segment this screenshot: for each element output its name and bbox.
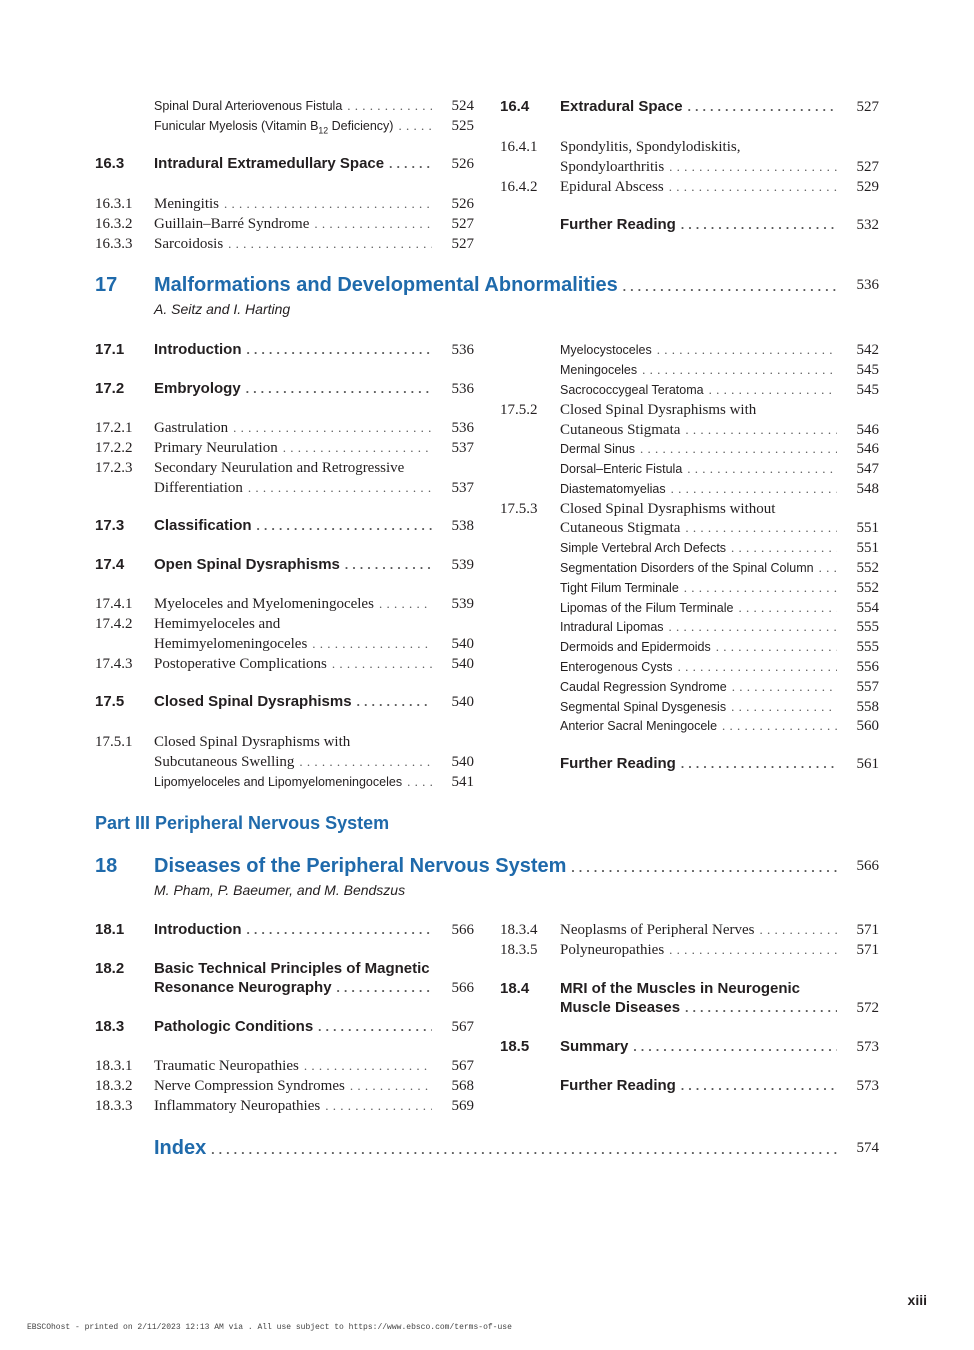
toc-entry-17-2-1[interactable] xyxy=(95,418,474,438)
section-number: 17.1 xyxy=(95,341,125,358)
entry-page: 572 xyxy=(856,1000,879,1016)
section-title: Classification xyxy=(154,517,252,534)
entry-title-line2: Hemimyelomeningoceles xyxy=(154,636,308,652)
entry-title-line2: Cutaneous Stigmata xyxy=(560,422,681,438)
section-number: 16.3.3 xyxy=(95,236,133,252)
leader-dots xyxy=(716,637,837,657)
section-number: 18.3.2 xyxy=(95,1078,133,1094)
leader-dots xyxy=(642,360,837,380)
entry-title: Intradural Lipomas xyxy=(560,620,664,634)
section-number: 17.5 xyxy=(95,693,125,710)
entry-title: Traumatic Neuropathies xyxy=(154,1058,299,1074)
entry-title-line1: Closed Spinal Dysraphisms with xyxy=(154,734,351,750)
entry-page: 557 xyxy=(856,679,879,695)
toc-entry-17-2-2[interactable] xyxy=(95,438,474,458)
entry-title: Spinal Dural Arteriovenous Fistula xyxy=(154,99,343,113)
entry-title: Nerve Compression Syndromes xyxy=(154,1078,345,1094)
entry-page: 566 xyxy=(856,858,879,874)
section-title: Embryology xyxy=(154,380,241,397)
section-title: Extradural Space xyxy=(560,98,683,115)
section-number: 18.3 xyxy=(95,1018,125,1035)
toc-entry[interactable] xyxy=(95,116,474,136)
leader-dots xyxy=(678,657,837,677)
leader-dots xyxy=(732,677,837,697)
entry-page: 551 xyxy=(856,520,879,536)
entry-title-line2: Cutaneous Stigmata xyxy=(560,520,681,536)
entry-page: 542 xyxy=(856,342,879,358)
leader-dots xyxy=(633,1037,837,1057)
entry-title: Neoplasms of Peripheral Nerves xyxy=(560,922,755,938)
entry-page: 524 xyxy=(451,98,474,114)
entry-page: 527 xyxy=(856,99,879,115)
entry-page: 560 xyxy=(856,718,879,734)
entry-page: 525 xyxy=(451,118,474,134)
entry-title: Epidural Abscess xyxy=(560,179,664,195)
section-number: 16.3 xyxy=(95,155,125,172)
toc-section-17-5[interactable] xyxy=(95,692,474,712)
leader-dots xyxy=(685,998,837,1018)
toc-entry-18-3-5[interactable] xyxy=(500,940,879,960)
entry-page: 571 xyxy=(856,942,879,958)
leader-dots xyxy=(681,754,837,774)
entry-title: Segmentation Disorders of the Spinal Column xyxy=(560,561,814,575)
toc-entry-18-3-1[interactable] xyxy=(95,1056,474,1076)
section-number: 17.2.2 xyxy=(95,440,133,456)
toc-section-18-5[interactable] xyxy=(500,1037,879,1057)
entry-page: 574 xyxy=(856,1140,879,1156)
entry-page: 556 xyxy=(856,659,879,675)
entry-title: Diastematomyelias xyxy=(560,482,666,496)
leader-dots xyxy=(347,96,432,116)
entry-title-line2: Subcutaneous Swelling xyxy=(154,754,295,770)
toc-entry[interactable] xyxy=(500,459,879,479)
toc-entry-16-3-3[interactable] xyxy=(95,234,474,254)
leader-dots xyxy=(685,518,837,538)
toc-entry[interactable] xyxy=(500,340,879,360)
leader-dots xyxy=(722,716,837,736)
entry-page: 526 xyxy=(451,196,474,212)
toc-entry[interactable] xyxy=(500,578,879,598)
chapter-authors: M. Pham, P. Baeumer, and M. Bendszus xyxy=(154,882,406,898)
section-number: 17.5.1 xyxy=(95,734,133,750)
footer-notice: EBSCOhost - printed on 2/11/2023 12:13 AM via . All use subject to https://www.ebsco.com/terms-of-use xyxy=(27,1323,512,1332)
leader-dots xyxy=(671,479,837,499)
entry-title: Tight Filum Terminale xyxy=(560,581,679,595)
section-number: 17.4 xyxy=(95,556,125,573)
toc-chapter-17[interactable] xyxy=(95,272,879,298)
section-number: 17.3 xyxy=(95,517,125,534)
section-number: 18.5 xyxy=(500,1038,530,1055)
section-title-line2: Muscle Diseases xyxy=(560,999,681,1016)
entry-title: Postoperative Complications xyxy=(154,656,327,672)
entry-page: 552 xyxy=(856,580,879,596)
leader-dots xyxy=(257,516,432,536)
leader-dots xyxy=(684,578,837,598)
entry-page: 552 xyxy=(856,560,879,576)
toc-entry-16-4-1[interactable] xyxy=(500,157,879,177)
entry-title-line1: Closed Spinal Dysraphisms with xyxy=(560,402,757,418)
leader-dots xyxy=(738,598,837,618)
toc-entry[interactable] xyxy=(500,657,879,677)
leader-dots xyxy=(246,379,432,399)
entry-page: 547 xyxy=(856,461,879,477)
toc-section-17-3[interactable] xyxy=(95,516,474,536)
entry-title: Segmental Spinal Dysgenesis xyxy=(560,700,727,714)
entry-page: 527 xyxy=(451,216,474,232)
entry-title: Further Reading xyxy=(560,216,676,233)
entry-page: 532 xyxy=(856,217,879,233)
section-number: 17.4.2 xyxy=(95,616,133,632)
entry-page: 541 xyxy=(451,774,474,790)
entry-page: 573 xyxy=(856,1078,879,1094)
toc-further-reading-17[interactable] xyxy=(500,754,879,774)
leader-dots xyxy=(211,1137,837,1161)
leader-dots xyxy=(246,920,432,940)
leader-dots xyxy=(819,558,837,578)
leader-dots xyxy=(332,654,432,674)
entry-page: 537 xyxy=(451,440,474,456)
leader-dots xyxy=(681,1076,837,1096)
toc-entry-16-3-2[interactable] xyxy=(95,214,474,234)
entry-page: 536 xyxy=(856,277,879,293)
chapter-authors: A. Seitz and I. Harting xyxy=(154,301,291,317)
leader-dots xyxy=(669,177,837,197)
toc-entry-16-4-2[interactable] xyxy=(500,177,879,197)
entry-page: 548 xyxy=(856,481,879,497)
entry-title: Lipomyeloceles and Lipomyelomeningoceles xyxy=(154,775,403,789)
section-number: 16.4.2 xyxy=(500,179,538,195)
toc-entry-17-4-2[interactable] xyxy=(95,634,474,654)
entry-title: Polyneuropathies xyxy=(560,942,665,958)
toc-entry[interactable] xyxy=(500,598,879,618)
entry-title-line2: Differentiation xyxy=(154,480,243,496)
toc-entry[interactable] xyxy=(500,479,879,499)
entry-page: 569 xyxy=(451,1098,474,1114)
toc-entry[interactable] xyxy=(500,558,879,578)
section-number: 17.4.3 xyxy=(95,656,133,672)
toc-entry-17-5-1[interactable] xyxy=(95,752,474,772)
toc-entry-17-4-3[interactable] xyxy=(95,654,474,674)
section-number: 17.5.3 xyxy=(500,501,538,517)
leader-dots xyxy=(299,752,432,772)
toc-section-18-1[interactable] xyxy=(95,920,474,940)
entry-page: 566 xyxy=(451,980,474,996)
toc-section-17-1[interactable] xyxy=(95,340,474,360)
toc-entry[interactable] xyxy=(500,439,879,459)
leader-dots xyxy=(389,154,432,174)
entry-title: Inflammatory Neuropathies xyxy=(154,1098,321,1114)
entry-title: Myelocystoceles xyxy=(560,343,652,357)
toc-entry[interactable] xyxy=(500,637,879,657)
section-title: Summary xyxy=(560,1038,629,1055)
entry-page: 571 xyxy=(856,922,879,938)
leader-dots xyxy=(407,772,432,792)
entry-title: Caudal Regression Syndrome xyxy=(560,680,727,694)
entry-page: 545 xyxy=(856,382,879,398)
section-title: Introduction xyxy=(154,921,242,938)
section-number: 17.2.3 xyxy=(95,460,133,476)
toc-section-16-3[interactable] xyxy=(95,154,474,174)
entry-page: 537 xyxy=(451,480,474,496)
toc-entry[interactable] xyxy=(95,772,474,792)
entry-page: 566 xyxy=(451,922,474,938)
entry-page: 536 xyxy=(451,420,474,436)
chapter-title: Diseases of the Peripheral Nervous System xyxy=(154,855,567,877)
toc-further-reading-18[interactable] xyxy=(500,1076,879,1096)
entry-page: 567 xyxy=(451,1058,474,1074)
entry-page: 529 xyxy=(856,179,879,195)
section-number: 18.3.1 xyxy=(95,1058,133,1074)
toc-entry-18-3-4[interactable] xyxy=(500,920,879,940)
leader-dots xyxy=(357,692,432,712)
leader-dots xyxy=(312,634,432,654)
entry-title: Myeloceles and Myelomeningoceles xyxy=(154,596,374,612)
leader-dots xyxy=(731,697,837,717)
index-title: Index xyxy=(154,1137,207,1159)
entry-title: Lipomas of the Filum Terminale xyxy=(560,601,734,615)
section-title-line2: Resonance Neurography xyxy=(154,979,332,996)
leader-dots xyxy=(571,855,837,879)
section-title: Intradural Extramedullary Space xyxy=(154,155,385,172)
toc-entry-17-2-3[interactable] xyxy=(95,478,474,498)
toc-section-18-2[interactable] xyxy=(95,978,474,998)
toc-entry[interactable] xyxy=(95,96,474,116)
toc-section-18-3[interactable] xyxy=(95,1017,474,1037)
entry-page: 539 xyxy=(451,596,474,612)
toc-section-18-4[interactable] xyxy=(500,998,879,1018)
toc-entry-17-4-1[interactable] xyxy=(95,594,474,614)
section-title: Closed Spinal Dysraphisms xyxy=(154,693,352,710)
chapter-title: Malformations and Developmental Abnormalities xyxy=(154,274,618,296)
leader-dots xyxy=(233,418,432,438)
leader-dots xyxy=(398,116,432,136)
leader-dots xyxy=(248,478,432,498)
entry-title: Anterior Sacral Meningocele xyxy=(560,719,718,733)
leader-dots xyxy=(685,420,837,440)
toc-entry[interactable] xyxy=(500,380,879,400)
section-title: Pathologic Conditions xyxy=(154,1018,314,1035)
toc-further-reading-16[interactable] xyxy=(500,215,879,235)
leader-dots xyxy=(669,617,837,637)
toc-section-17-4[interactable] xyxy=(95,555,474,575)
toc-chapter-18[interactable] xyxy=(95,853,879,879)
entry-page: 568 xyxy=(451,1078,474,1094)
entry-title: Further Reading xyxy=(560,755,676,772)
leader-dots xyxy=(623,274,837,298)
section-number: 16.4.1 xyxy=(500,139,538,155)
leader-dots xyxy=(228,234,432,254)
entry-page: 527 xyxy=(451,236,474,252)
leader-dots xyxy=(325,1096,432,1116)
section-number: 17.5.2 xyxy=(500,402,538,418)
entry-title: Gastrulation xyxy=(154,420,229,436)
section-number: 18.3.3 xyxy=(95,1098,133,1114)
section-number: 17.4.1 xyxy=(95,596,133,612)
section-number: 16.4 xyxy=(500,98,530,115)
entry-title-line1: Spondylitis, Spondylodiskitis, xyxy=(560,139,741,155)
entry-title: Sacrococcygeal Teratoma xyxy=(560,383,704,397)
entry-title: Primary Neurulation xyxy=(154,440,278,456)
entry-page: 545 xyxy=(856,362,879,378)
entry-page: 555 xyxy=(856,619,879,635)
leader-dots xyxy=(731,538,837,558)
entry-page: 540 xyxy=(451,694,474,710)
section-title-line1: MRI of the Muscles in Neurogenic xyxy=(560,980,801,997)
toc-section-17-2[interactable] xyxy=(95,379,474,399)
entry-title-line1: Secondary Neurulation and Retrogressive xyxy=(154,460,405,476)
entry-title: Funicular Myelosis (Vitamin $B_{12}$ Deficiency) xyxy=(154,119,394,136)
entry-page: 567 xyxy=(451,1019,474,1035)
leader-dots xyxy=(283,438,432,458)
entry-page: 551 xyxy=(856,540,879,556)
section-number: 16.3.1 xyxy=(95,196,133,212)
leader-dots xyxy=(669,940,837,960)
entry-title: Further Reading xyxy=(560,1077,676,1094)
entry-title: Dorsal–Enteric Fistula xyxy=(560,462,683,476)
leader-dots xyxy=(318,1017,432,1037)
entry-title: Dermoids and Epidermoids xyxy=(560,640,711,654)
entry-page: 539 xyxy=(451,557,474,573)
section-title-line1: Basic Technical Principles of Magnetic xyxy=(154,960,430,977)
leader-dots xyxy=(304,1056,432,1076)
toc-entry[interactable] xyxy=(500,360,879,380)
section-title: Open Spinal Dysraphisms xyxy=(154,556,340,573)
entry-title: Meningoceles xyxy=(560,363,638,377)
chapter-number: 18 xyxy=(95,855,118,877)
entry-title: Sarcoidosis xyxy=(154,236,224,252)
entry-page: 540 xyxy=(451,754,474,770)
leader-dots xyxy=(350,1076,432,1096)
leader-dots xyxy=(709,380,837,400)
leader-dots xyxy=(657,340,837,360)
section-number: 18.1 xyxy=(95,921,125,938)
section-number: 18.2 xyxy=(95,960,125,977)
toc-entry-16-3-1[interactable] xyxy=(95,194,474,214)
toc-entry-17-5-3[interactable] xyxy=(500,518,879,538)
entry-title-line1: Hemimyeloceles and xyxy=(154,616,281,632)
entry-page: 554 xyxy=(856,600,879,616)
entry-page: 546 xyxy=(856,422,879,438)
section-number: 16.3.2 xyxy=(95,216,133,232)
toc-entry-18-3-3[interactable] xyxy=(95,1096,474,1116)
entry-page: 540 xyxy=(451,656,474,672)
section-number: 17.2.1 xyxy=(95,420,133,436)
entry-page: 538 xyxy=(451,518,474,534)
leader-dots xyxy=(379,594,432,614)
entry-title: Simple Vertebral Arch Defects xyxy=(560,541,727,555)
entry-page: 546 xyxy=(856,441,879,457)
leader-dots xyxy=(345,555,432,575)
entry-page: 558 xyxy=(856,699,879,715)
section-number: 18.4 xyxy=(500,980,530,997)
leader-dots xyxy=(681,215,837,235)
entry-page: 555 xyxy=(856,639,879,655)
entry-title: Guillain–Barré Syndrome xyxy=(154,216,310,232)
entry-title-line1: Closed Spinal Dysraphisms without xyxy=(560,501,776,517)
leader-dots xyxy=(669,157,837,177)
chapter-number: 17 xyxy=(95,274,118,296)
part-heading[interactable]: Part III Peripheral Nervous System xyxy=(95,813,390,833)
entry-page: 526 xyxy=(451,156,474,172)
entry-page: 573 xyxy=(856,1039,879,1055)
entry-page: 536 xyxy=(451,342,474,358)
section-title: Introduction xyxy=(154,341,242,358)
entry-page: 527 xyxy=(856,159,879,175)
entry-page: 540 xyxy=(451,636,474,652)
leader-dots xyxy=(246,340,432,360)
leader-dots xyxy=(314,214,432,234)
toc-entry[interactable] xyxy=(500,617,879,637)
entry-title-line2: Spondyloarthritis xyxy=(560,159,665,175)
page-folio: xiii xyxy=(907,1292,927,1308)
section-number: 17.2 xyxy=(95,380,125,397)
toc-entry-17-5-2[interactable] xyxy=(500,420,879,440)
leader-dots xyxy=(688,97,837,117)
leader-dots xyxy=(224,194,432,214)
leader-dots xyxy=(640,439,837,459)
leader-dots xyxy=(760,920,837,940)
entry-page: 561 xyxy=(856,756,879,772)
toc-index[interactable] xyxy=(154,1135,879,1161)
toc-entry[interactable] xyxy=(500,697,879,717)
toc-entry[interactable] xyxy=(500,538,879,558)
section-number: 18.3.4 xyxy=(500,922,538,938)
toc-entry[interactable] xyxy=(500,716,879,736)
entry-title: Dermal Sinus xyxy=(560,442,636,456)
entry-page: 536 xyxy=(451,381,474,397)
entry-title: Meningitis xyxy=(154,196,220,212)
entry-title: Enterogenous Cysts xyxy=(560,660,673,674)
leader-dots xyxy=(687,459,837,479)
leader-dots xyxy=(337,978,432,998)
toc-entry[interactable] xyxy=(500,677,879,697)
section-number: 18.3.5 xyxy=(500,942,538,958)
toc-section-16-4[interactable] xyxy=(500,97,879,117)
toc-entry-18-3-2[interactable] xyxy=(95,1076,474,1096)
